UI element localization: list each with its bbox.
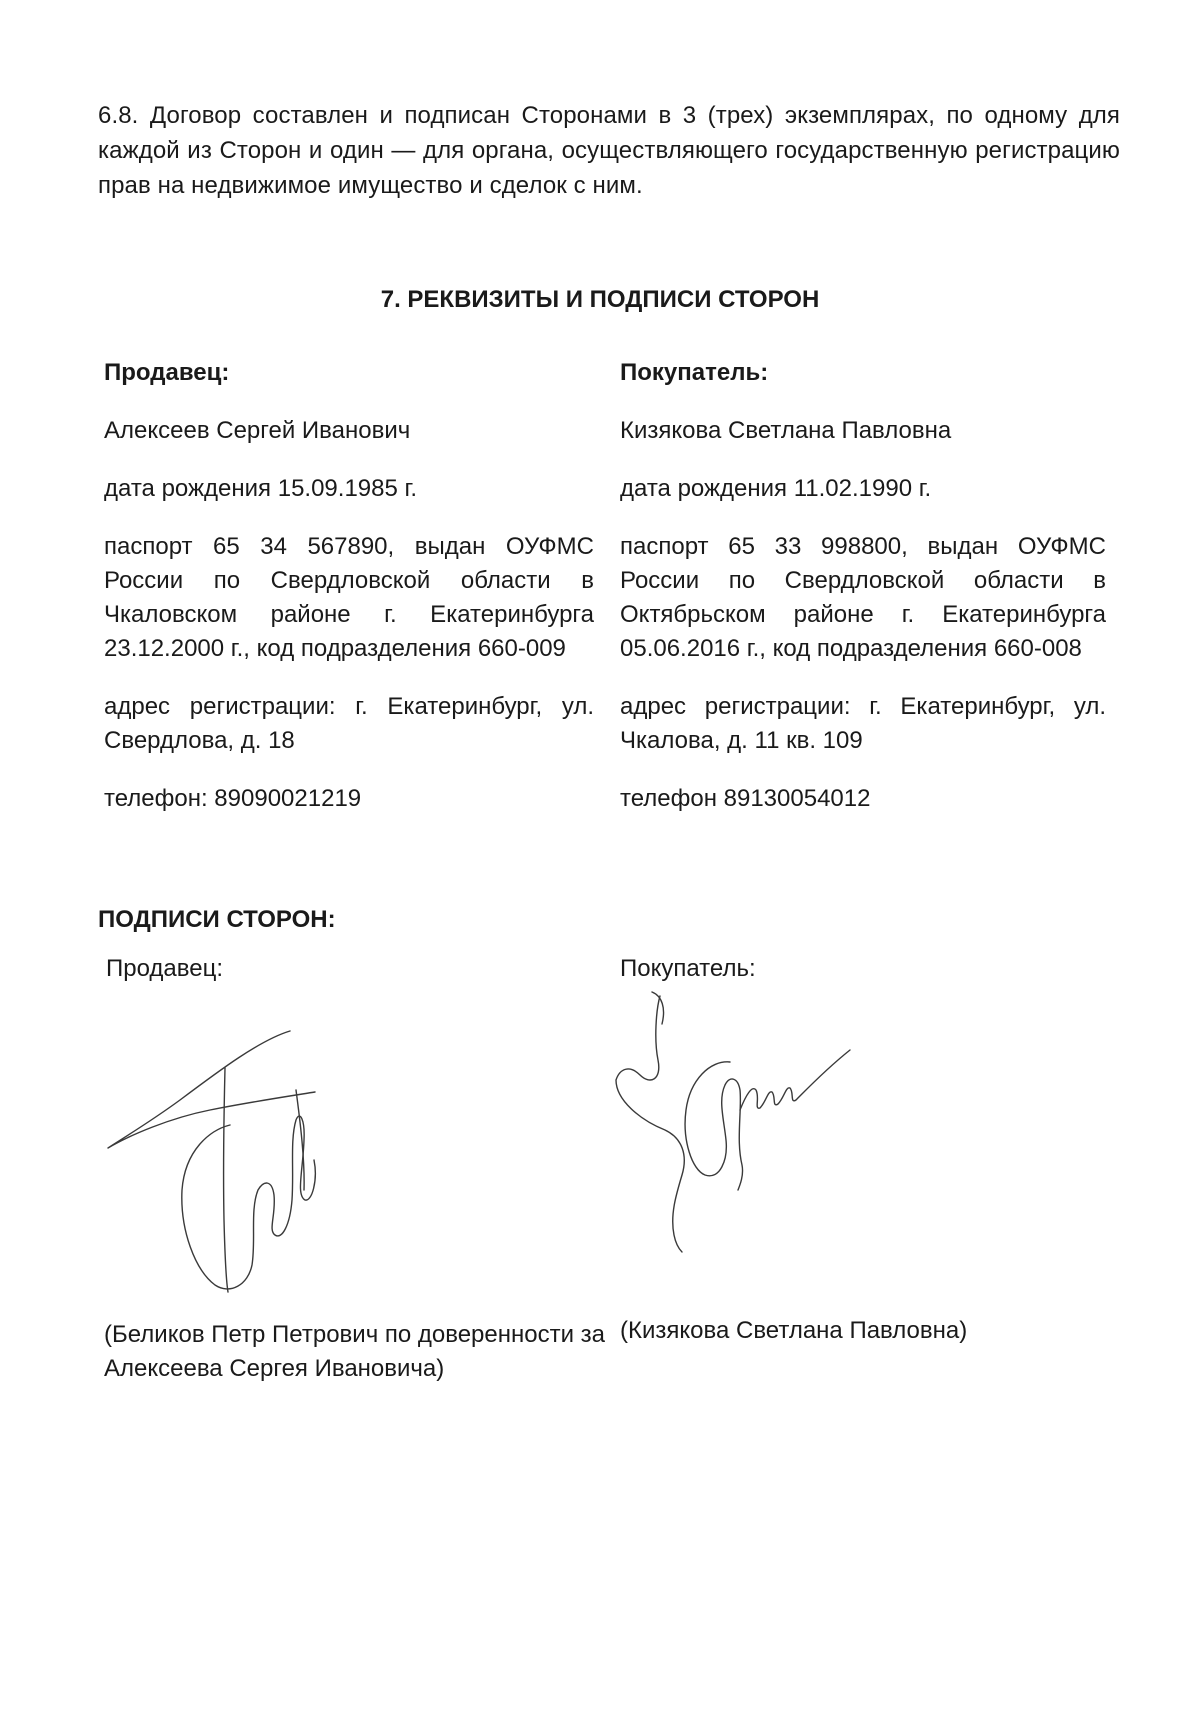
buyer-signature: [610, 990, 860, 1270]
clause-6-8: 6.8. Договор составлен и подписан Сторонами в 3 (трех) экземплярах, по одному для каждой из Сторон и один — для органа, осуществляющего государственную регистрацию прав на недвижимое имущество и сделок с ним.: [98, 102, 1120, 199]
buyer-signature-label: Покупатель:: [620, 955, 756, 982]
buyer-details: [620, 356, 1106, 840]
seller-phone: телефон: 89090021219: [104, 785, 362, 812]
seller-details: [104, 356, 594, 840]
section-7-title: 7. РЕКВИЗИТЫ И ПОДПИСИ СТОРОН: [380, 286, 820, 313]
buyer-name: Кизякова Светлана Павловна: [620, 417, 952, 444]
seller-passport: паспорт 65 34 567890, выдан ОУФМС России по Свердловской области в Чкаловском районе г. Екатеринбурга 23.12.2000 г., код подразделения 660-009: [104, 533, 594, 662]
buyer-phone: телефон 89130054012: [620, 785, 871, 812]
buyer-role-label: Покупатель:: [620, 359, 769, 386]
buyer-birth-date: дата рождения 11.02.1990 г.: [620, 475, 932, 502]
seller-name: Алексеев Сергей Иванович: [104, 417, 411, 444]
seller-signature-label: Продавец:: [106, 955, 224, 982]
seller-role-label: Продавец:: [104, 359, 230, 386]
signatures-heading: ПОДПИСИ СТОРОН:: [98, 906, 336, 933]
buyer-signatory-name: (Кизякова Светлана Павловна): [620, 1317, 968, 1344]
seller-signature: [100, 1030, 360, 1320]
buyer-passport: паспорт 65 33 998800, выдан ОУФМС России по Свердловской области в Октябрьском районе г. Екатеринбурга 05.06.2016 г., код подразделения 660-008: [620, 533, 1106, 662]
seller-signatory-name: (Беликов Петр Петрович по доверенности за Алексеева Сергея Ивановича): [104, 1321, 606, 1382]
seller-address: адрес регистрации: г. Екатеринбург, ул. Свердлова, д. 18: [104, 693, 594, 754]
buyer-address: адрес регистрации: г. Екатеринбург, ул. Чкалова, д. 11 кв. 109: [620, 693, 1106, 754]
seller-birth-date: дата рождения 15.09.1985 г.: [104, 475, 417, 502]
